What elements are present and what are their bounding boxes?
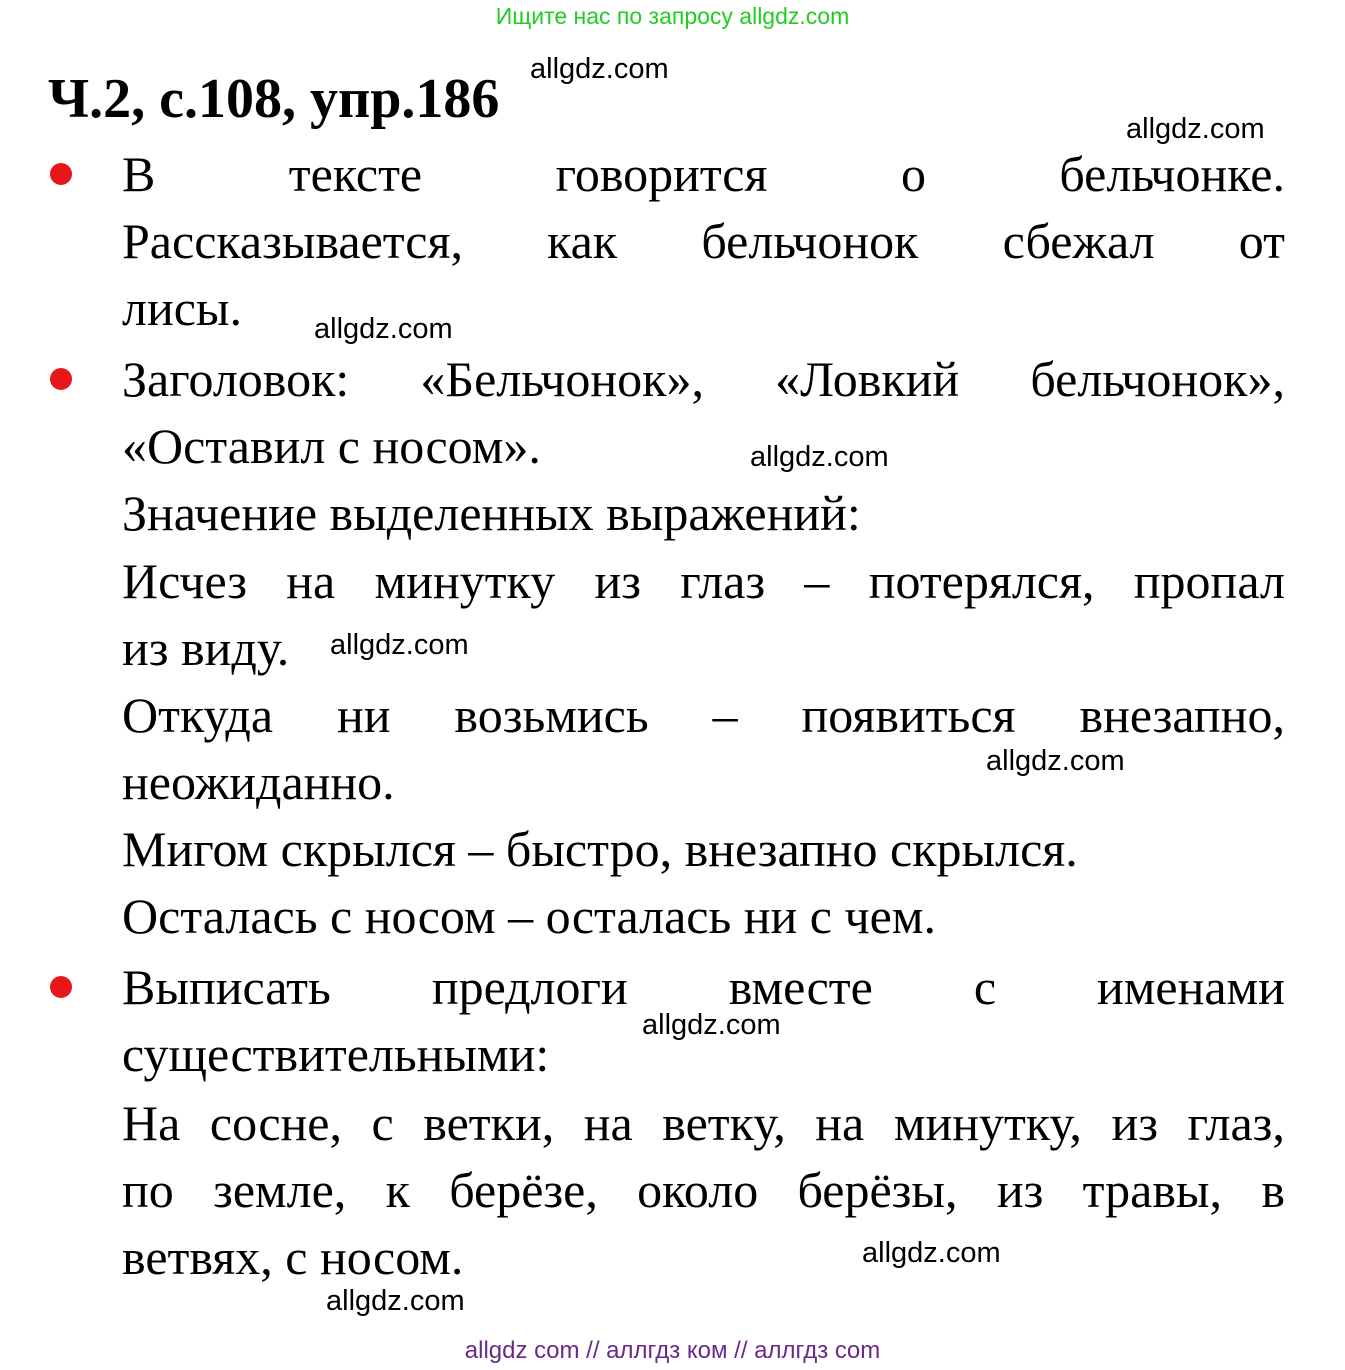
bullet-red-dot-icon [50, 976, 72, 998]
watermark: allgdz.com [862, 1237, 1001, 1269]
word: на [815, 1095, 865, 1151]
word: минутку, [893, 1095, 1082, 1151]
word: тексте [288, 146, 423, 202]
word: по [122, 1162, 174, 1218]
bullet-red-dot-icon [50, 368, 72, 390]
text-line: Значение выделенных выражений: [122, 485, 861, 541]
text-line [122, 1090, 1285, 1156]
word: из [1111, 1095, 1158, 1151]
text-line: ветвях, с носом. [122, 1229, 464, 1285]
text-line [122, 208, 1285, 274]
word: с [973, 959, 997, 1015]
word: – [712, 687, 738, 743]
text-line: «Оставил с носом». [122, 418, 541, 474]
text-line [122, 346, 1285, 412]
word: из [594, 553, 641, 609]
word: В [122, 146, 156, 202]
text-line [122, 1157, 1285, 1223]
word: На [122, 1095, 181, 1151]
word: бельчонке. [1059, 146, 1285, 202]
text-line: существительными: [122, 1026, 550, 1082]
word: Выписать [122, 959, 331, 1015]
text-line [122, 141, 1285, 207]
text-line [122, 548, 1285, 614]
word: о [900, 146, 926, 202]
text-line: из виду. [122, 620, 290, 676]
word: минутку [374, 553, 556, 609]
word: Исчез [122, 553, 247, 609]
watermark: allgdz.com [326, 1285, 465, 1317]
word: предлоги [431, 959, 628, 1015]
word: потерялся, [868, 553, 1095, 609]
watermark: allgdz.com [1126, 113, 1265, 145]
word: ни [336, 687, 391, 743]
word: глаз [680, 553, 766, 609]
word: бельчонок [701, 213, 919, 269]
word: травы, [1082, 1162, 1223, 1218]
footer-watermark: allgdz com // аллгдз ком // аллгдз com [464, 1337, 881, 1364]
watermark: allgdz.com [314, 313, 453, 345]
word: от [1238, 213, 1285, 269]
word: из [996, 1162, 1044, 1218]
word: ветку, [662, 1095, 786, 1151]
word: – [804, 553, 830, 609]
word: берёзе, [449, 1162, 598, 1218]
word: ветки, [423, 1095, 555, 1151]
word: возьмись [454, 687, 649, 743]
word: Заголовок: [122, 351, 350, 407]
watermark: allgdz.com [530, 53, 669, 85]
top-banner: Ищите нас по запросу allgdz.com [495, 3, 850, 29]
word: на [583, 1095, 633, 1151]
word: появиться [801, 687, 1016, 743]
word: говорится [555, 146, 768, 202]
watermark: allgdz.com [330, 629, 469, 661]
text-line: Мигом скрылся – быстро, внезапно скрылся. [122, 821, 1078, 877]
word: именами [1097, 959, 1285, 1015]
word: сосне, [209, 1095, 342, 1151]
word: около [637, 1162, 759, 1218]
word: «Бельчонок», [420, 351, 704, 407]
word: Откуда [122, 687, 274, 743]
word: к [385, 1162, 410, 1218]
word: вместе [728, 959, 873, 1015]
text-line: Осталась с носом – осталась ни с чем. [122, 888, 936, 944]
word: глаз, [1187, 1095, 1285, 1151]
bullet-red-dot-icon [50, 163, 72, 185]
page-title: Ч.2, с.108, упр.186 [48, 68, 500, 130]
watermark: allgdz.com [642, 1009, 781, 1041]
word: бельчонок», [1030, 351, 1285, 407]
text-line [122, 682, 1285, 748]
word: сбежал [1002, 213, 1155, 269]
word: с [371, 1095, 394, 1151]
word: внезапно, [1079, 687, 1285, 743]
word: на [286, 553, 336, 609]
word: земле, [213, 1162, 347, 1218]
text-line: неожиданно. [122, 754, 395, 810]
word: в [1261, 1162, 1285, 1218]
word: «Ловкий [775, 351, 960, 407]
word: Рассказывается, [122, 213, 463, 269]
text-line: лисы. [122, 280, 242, 336]
text-line [122, 954, 1285, 1020]
watermark: allgdz.com [750, 441, 889, 473]
word: берёзы, [797, 1162, 958, 1218]
word: как [547, 213, 618, 269]
watermark: allgdz.com [986, 745, 1125, 777]
word: пропал [1133, 553, 1285, 609]
